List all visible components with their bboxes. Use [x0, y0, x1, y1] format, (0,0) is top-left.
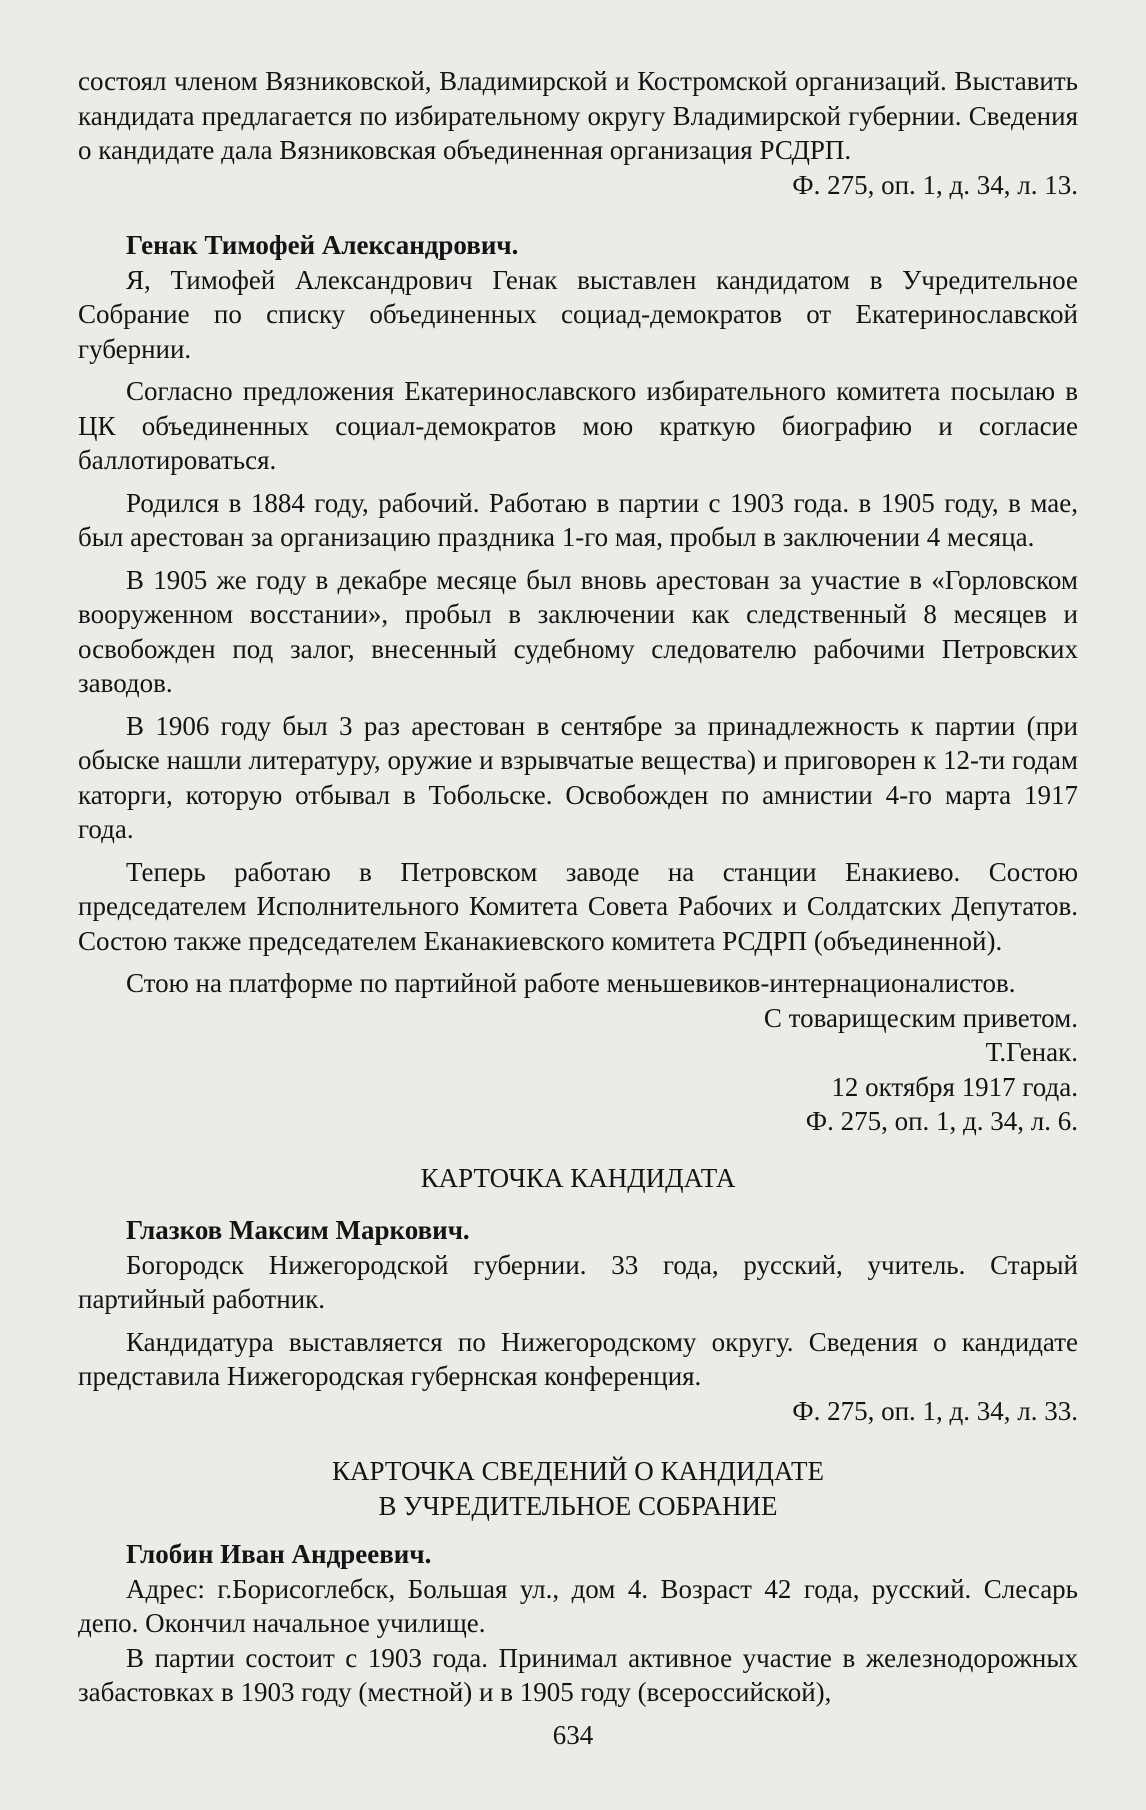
- paragraph: В 1905 же году в декабре месяце был вновь арестован за участие в «Горловском вооруженном восстании», пробыл в заключении как следственный 8 месяцев и освобожден под залог, внесенный судебному следователю рабочими Петровских заводов.: [78, 564, 1078, 698]
- paragraph: Теперь работаю в Петровском заводе на станции Енакиево. Состою председателем Исполнительного Комитета Совета Рабочих и Солдатских Депутатов. Состою также председателем Еканакиевского комитета РСДРП (объединенной).: [78, 856, 1078, 956]
- section-heading: В УЧРЕДИТЕЛЬНОЕ СОБРАНИЕ: [378, 1490, 778, 1521]
- paragraph: Родился в 1884 году, рабочий. Работаю в партии с 1903 года. в 1905 году, в мае, был арестован за организацию праздника 1-го мая, пробыл в заключении 4 месяца.: [78, 487, 1078, 552]
- paragraph: Согласно предложения Екатеринославского избирательного комитета посылаю в ЦК объединенных социал-демократов мою краткую биографию и согласие баллотироваться.: [78, 376, 1078, 475]
- archive-reference: Ф. 275, оп. 1, д. 34, л. 33.: [792, 1395, 1078, 1426]
- paragraph: Я, Тимофей Александрович Генак выставлен кандидатом в Учредительное Собрание по списку объединенных социад-демократов от Екатеринославской губернии.: [78, 264, 1078, 364]
- paragraph-continuation: состоял членом Вязниковской, Владимирской и Костромской организаций. Выставить кандидата предлагается по избирательному округу Владимирской губернии. Сведения о кандидате дала Вязниковская объединенная организация РСДРП.: [78, 66, 1078, 165]
- text-column: [78, 64, 1078, 1710]
- candidate-name: Генак Тимофей Александрович.: [126, 230, 519, 260]
- archive-reference: Ф. 275, оп. 1, д. 34, л. 13.: [792, 169, 1078, 200]
- section-heading: КАРТОЧКА СВЕДЕНИЙ О КАНДИДАТЕ: [332, 1456, 824, 1486]
- paragraph: Стою на платформе по партийной работе меньшевиков-интернационалистов.: [126, 968, 1016, 998]
- paragraph: В 1906 году был 3 раз арестован в сентябре за принадлежность к партии (при обыске нашли литературу, оружие и взрывчатые вещества) и приговорен к 12-ти годам каторги, которую отбывал в Тобольске. Освобожден по амнистии 4-го марта 1917 года.: [78, 710, 1078, 844]
- candidate-name: Глобин Иван Андреевич.: [126, 1539, 432, 1569]
- archive-reference: Ф. 275, оп. 1, д. 34, л. 6.: [805, 1106, 1078, 1136]
- paragraph: В партии состоит с 1903 года. Принимал активное участие в железнодорожных забастовках в 1903 году (местной) и в 1905 году (всероссийской),: [78, 1642, 1078, 1707]
- paragraph: Адрес: г.Борисоглебск, Большая ул., дом 4. Возраст 42 года, русский. Слесарь депо. Окончил начальное училище.: [78, 1573, 1078, 1638]
- closing-greeting: С товарищеским приветом.: [763, 1002, 1078, 1033]
- date: 12 октября 1917 года.: [831, 1071, 1078, 1102]
- page-number: 634: [552, 1720, 594, 1750]
- paragraph: Кандидатура выставляется по Нижегородскому округу. Сведения о кандидате представила Нижегородская губернская конференция.: [78, 1326, 1078, 1391]
- signature: Т.Генак.: [985, 1037, 1078, 1067]
- candidate-name: Глазков Максим Маркович.: [126, 1215, 470, 1245]
- paragraph: Богородск Нижегородской губернии. 33 года, русский, учитель. Старый партийный работник.: [78, 1249, 1078, 1314]
- section-heading: КАРТОЧКА КАНДИДАТА: [420, 1162, 736, 1193]
